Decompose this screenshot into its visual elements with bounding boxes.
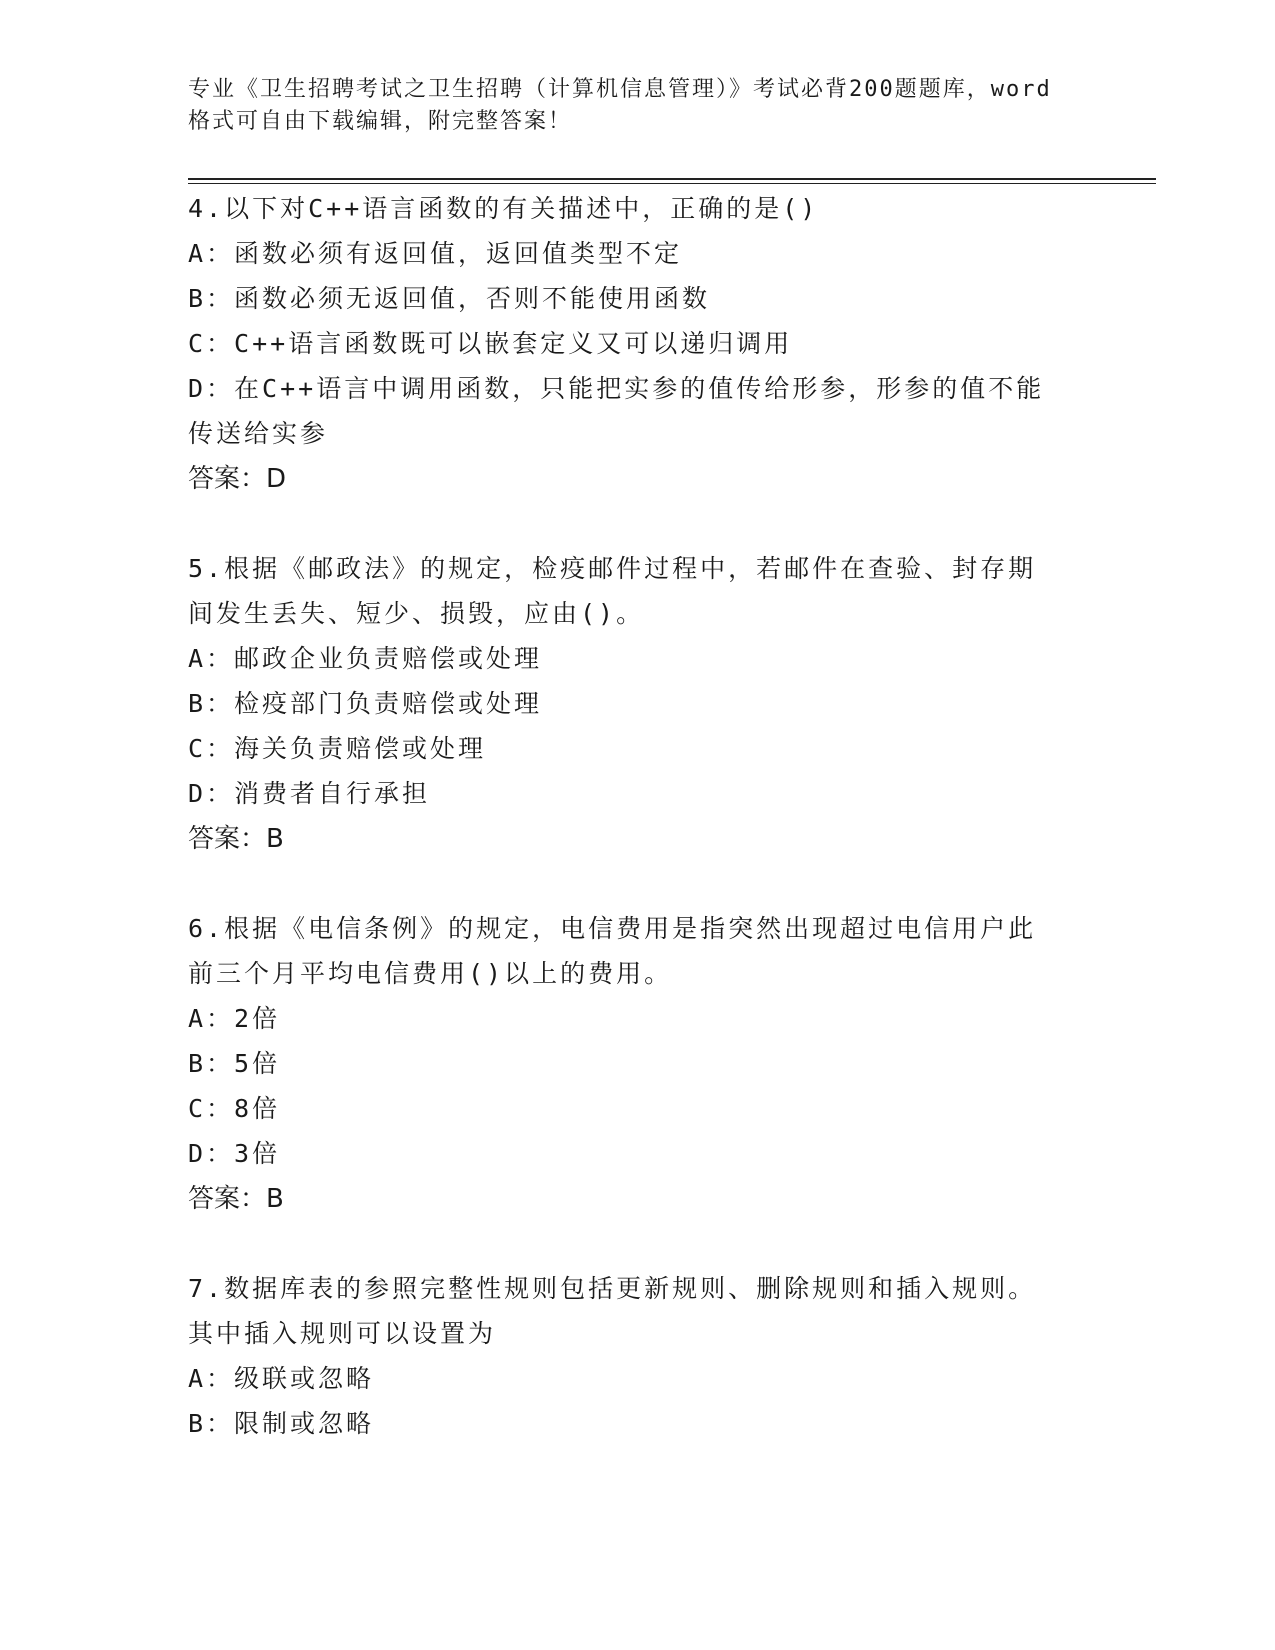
- question-stem: 4.以下对C++语言函数的有关描述中，正确的是(): [188, 194, 819, 223]
- option-c: C：8倍: [188, 1094, 281, 1123]
- header-divider-thin: [188, 183, 1156, 184]
- answer-label: 答案：D: [188, 464, 287, 494]
- question-stem-continuation: 间发生丢失、短少、损毁，应由()。: [188, 599, 645, 628]
- option-d: D：3倍: [188, 1139, 281, 1168]
- document-header: [188, 74, 1088, 138]
- question-stem-continuation: 前三个月平均电信费用()以上的费用。: [188, 959, 673, 988]
- question-stem-continuation: 其中插入规则可以设置为: [188, 1319, 497, 1348]
- answer-label: 答案：B: [188, 824, 284, 854]
- header-title-line-1: 专业《卫生招聘考试之卫生招聘（计算机信息管理）》考试必背200题题库，word: [188, 77, 1052, 102]
- question-stem: 6.根据《电信条例》的规定，电信费用是指突然出现超过电信用户此: [188, 914, 1037, 943]
- option-b: B：5倍: [188, 1049, 281, 1078]
- option-a: A：级联或忽略: [188, 1364, 375, 1393]
- option-d: D：在C++语言中调用函数，只能把实参的值传给形参，形参的值不能: [188, 374, 1045, 403]
- option-c: C：海关负责赔偿或处理: [188, 734, 487, 763]
- option-a: A：2倍: [188, 1004, 281, 1033]
- question-stem: 5.根据《邮政法》的规定，检疫邮件过程中，若邮件在查验、封存期: [188, 554, 1037, 583]
- option-a: A：邮政企业负责赔偿或处理: [188, 644, 543, 673]
- answer-label: 答案：B: [188, 1184, 284, 1214]
- option-c: C：C++语言函数既可以嵌套定义又可以递归调用: [188, 329, 793, 358]
- option-b: B：限制或忽略: [188, 1409, 375, 1438]
- header-divider-thick: [188, 178, 1156, 180]
- header-title-line-2: 格式可自由下载编辑，附完整答案！: [188, 109, 573, 134]
- option-b: B：检疫部门负责赔偿或处理: [188, 689, 543, 718]
- option-a: A：函数必须有返回值，返回值类型不定: [188, 239, 683, 268]
- option-b: B：函数必须无返回值，否则不能使用函数: [188, 284, 711, 313]
- option-d: D：消费者自行承担: [188, 779, 431, 808]
- option-d-continuation: 传送给实参: [188, 419, 329, 448]
- question-stem: 7.数据库表的参照完整性规则包括更新规则、删除规则和插入规则。: [188, 1274, 1037, 1303]
